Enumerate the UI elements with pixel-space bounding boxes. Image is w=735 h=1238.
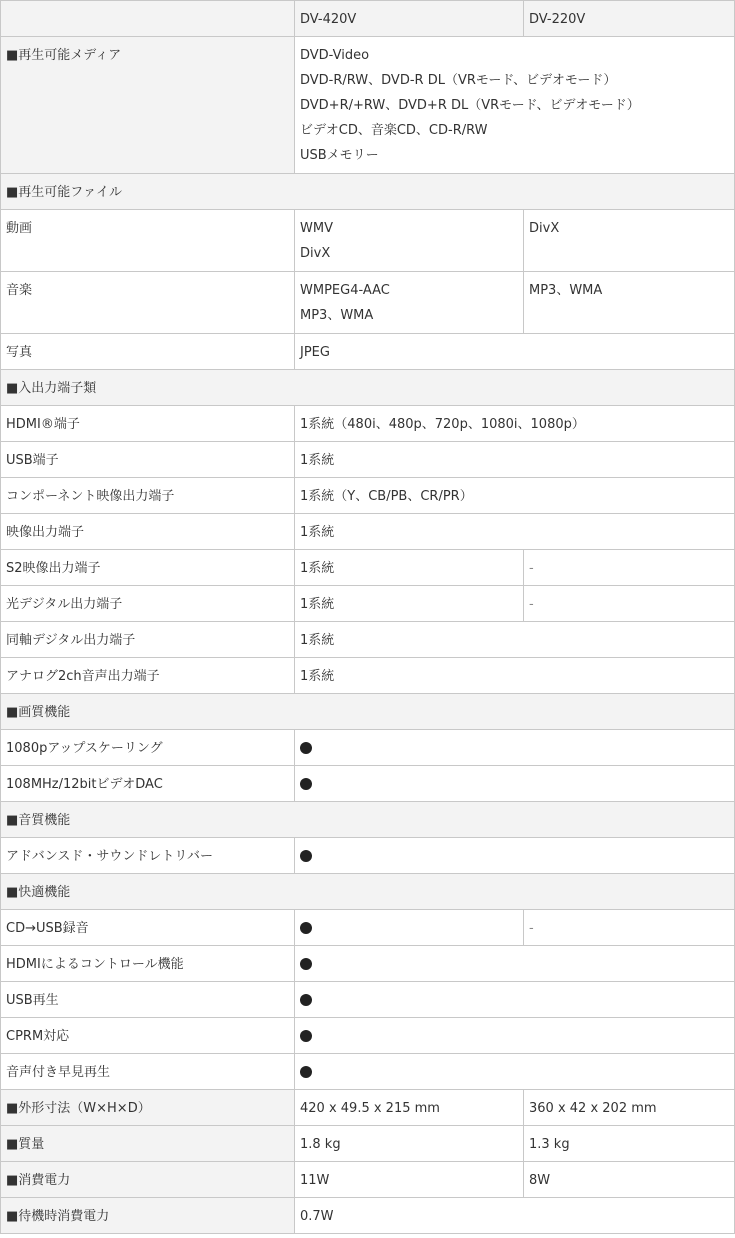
row-label: 108MHz/12bitビデオDAC — [1, 766, 295, 802]
cd-usb-a — [295, 910, 524, 946]
photo-value: JPEG — [295, 334, 735, 370]
model-b-header: DV-220V — [524, 1, 735, 37]
video-a — [295, 210, 524, 272]
supported-dot-icon — [300, 1066, 312, 1078]
row-label: 光デジタル出力端子 — [1, 586, 295, 622]
section-title: ■再生可能ファイル — [1, 174, 735, 210]
table-row-music — [1, 272, 735, 334]
optical-b: - — [524, 586, 735, 622]
usb-value: 1系統 — [295, 442, 735, 478]
row-label: USB端子 — [1, 442, 295, 478]
s2-a: 1系統 — [295, 550, 524, 586]
row-label: ■質量 — [1, 1126, 295, 1162]
music-b: MP3、WMA — [524, 272, 735, 334]
supported-dot-icon — [300, 922, 312, 934]
row-label: HDMI®端子 — [1, 406, 295, 442]
section-title: ■音質機能 — [1, 802, 735, 838]
supported-dot-icon — [300, 742, 312, 754]
table-row-video-out — [1, 514, 735, 550]
row-label: 同軸デジタル出力端子 — [1, 622, 295, 658]
row-label: 映像出力端子 — [1, 514, 295, 550]
upscale-value — [295, 730, 735, 766]
row-label: ■外形寸法（W×H×D） — [1, 1090, 295, 1126]
music-a — [295, 272, 524, 334]
video-b: DivX — [524, 210, 735, 272]
optical-a: 1系統 — [295, 586, 524, 622]
supported-dot-icon — [300, 850, 312, 862]
section-title: ■快適機能 — [1, 874, 735, 910]
value-line: WMV — [300, 221, 333, 236]
table-row-s2 — [1, 550, 735, 586]
power-a: 11W — [295, 1162, 524, 1198]
supported-dot-icon — [300, 958, 312, 970]
row-label: 写真 — [1, 334, 295, 370]
mass-a: 1.8 kg — [295, 1126, 524, 1162]
media-item: DVD-R/RW、DVD-R DL（VRモード、ビデオモード） — [300, 73, 617, 88]
supported-dot-icon — [300, 994, 312, 1006]
section-header-io — [1, 370, 735, 406]
retriever-value — [295, 838, 735, 874]
section-header-sound — [1, 802, 735, 838]
supported-dot-icon — [300, 1030, 312, 1042]
dims-a: 420 x 49.5 x 215 mm — [295, 1090, 524, 1126]
table-row-power — [1, 1162, 735, 1198]
hdmi-value: 1系統（480i、480p、720p、1080i、1080p） — [295, 406, 735, 442]
section-title: ■入出力端子類 — [1, 370, 735, 406]
table-row-component — [1, 478, 735, 514]
table-row-hdmi — [1, 406, 735, 442]
table-row-usb — [1, 442, 735, 478]
row-label: CD→USB録音 — [1, 910, 295, 946]
row-label: ■消費電力 — [1, 1162, 295, 1198]
table-row-optical — [1, 586, 735, 622]
table-row-video — [1, 210, 735, 272]
row-label: S2映像出力端子 — [1, 550, 295, 586]
standby-value: 0.7W — [295, 1198, 735, 1234]
row-label: アナログ2ch音声出力端子 — [1, 658, 295, 694]
row-label: CPRM対応 — [1, 1018, 295, 1054]
dac-value — [295, 766, 735, 802]
row-label: アドバンスド・サウンドレトリバー — [1, 838, 295, 874]
table-row-dac — [1, 766, 735, 802]
component-value: 1系統（Y、CB/PB、CR/PR） — [295, 478, 735, 514]
section-title: ■画質機能 — [1, 694, 735, 730]
row-label: HDMIによるコントロール機能 — [1, 946, 295, 982]
value-line: WMPEG4-AAC — [300, 283, 390, 298]
table-row-cd-usb — [1, 910, 735, 946]
power-b: 8W — [524, 1162, 735, 1198]
coaxial-value: 1系統 — [295, 622, 735, 658]
section-header-picture — [1, 694, 735, 730]
cprm-value — [295, 1018, 735, 1054]
table-row-cprm — [1, 1018, 735, 1054]
dims-b: 360 x 42 x 202 mm — [524, 1090, 735, 1126]
row-label: 音声付き早見再生 — [1, 1054, 295, 1090]
value-line: DivX — [300, 246, 331, 261]
row-label: コンポーネント映像出力端子 — [1, 478, 295, 514]
media-item: DVD+R/+RW、DVD+R DL（VRモード、ビデオモード） — [300, 98, 640, 113]
media-item: ビデオCD、音楽CD、CD-R/RW — [300, 123, 488, 138]
hdmi-control-value — [295, 946, 735, 982]
section-header-files — [1, 174, 735, 210]
corner-cell — [1, 1, 295, 37]
media-list — [295, 37, 735, 174]
table-row-coaxial — [1, 622, 735, 658]
table-header-row — [1, 1, 735, 37]
section-header-comfort — [1, 874, 735, 910]
value-line: MP3、WMA — [300, 308, 374, 323]
analog-value: 1系統 — [295, 658, 735, 694]
row-label: USB再生 — [1, 982, 295, 1018]
table-row-dims — [1, 1090, 735, 1126]
row-label: 動画 — [1, 210, 295, 272]
mass-b: 1.3 kg — [524, 1126, 735, 1162]
cd-usb-b: - — [524, 910, 735, 946]
table-row-fast-play — [1, 1054, 735, 1090]
row-label: ■待機時消費電力 — [1, 1198, 295, 1234]
table-row-usb-play — [1, 982, 735, 1018]
row-label: 音楽 — [1, 272, 295, 334]
table-row-media — [1, 37, 735, 174]
video-out-value: 1系統 — [295, 514, 735, 550]
usb-play-value — [295, 982, 735, 1018]
fast-play-value — [295, 1054, 735, 1090]
s2-b: - — [524, 550, 735, 586]
table-row-standby — [1, 1198, 735, 1234]
supported-dot-icon — [300, 778, 312, 790]
table-row-retriever — [1, 838, 735, 874]
table-row-analog — [1, 658, 735, 694]
table-row-upscale — [1, 730, 735, 766]
model-a-header: DV-420V — [295, 1, 524, 37]
table-row-photo — [1, 334, 735, 370]
row-label: ■再生可能メディア — [1, 37, 295, 174]
table-row-hdmi-control — [1, 946, 735, 982]
media-item: USBメモリー — [300, 148, 379, 163]
row-label: 1080pアップスケーリング — [1, 730, 295, 766]
table-row-mass — [1, 1126, 735, 1162]
media-item: DVD-Video — [300, 48, 370, 63]
